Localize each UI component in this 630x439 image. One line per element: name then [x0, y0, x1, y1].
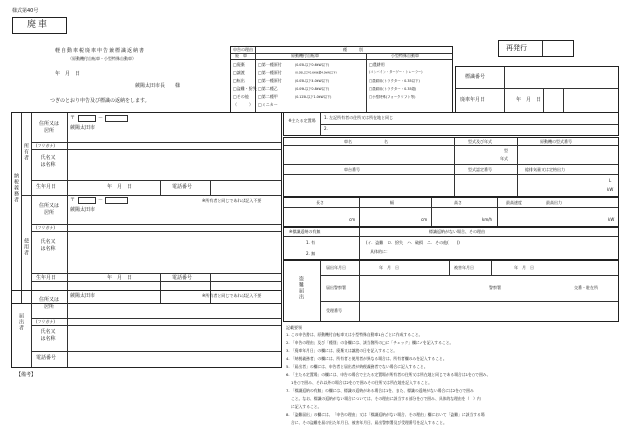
storage-option-2[interactable]: 2. [324, 126, 328, 131]
notifier-block [11, 290, 282, 368]
user-postal-field-1[interactable] [78, 197, 96, 204]
notifier-furigana-label: (フリガナ) [36, 319, 55, 324]
type-agri-3[interactable]: □農耕用(トラクター・0.35超) [369, 86, 417, 91]
user-birth-label: 生年月日 [36, 275, 57, 281]
remarks-field[interactable] [40, 370, 280, 430]
theft-table [283, 260, 619, 322]
intro-text: つぎのとおり申告及び標識の返納をします。 [50, 98, 150, 104]
theft-report-date-label: 届出年月日 [326, 265, 346, 270]
user-postal-field-2[interactable] [105, 197, 128, 204]
owner-furigana-label: (フリガナ) [36, 143, 55, 148]
notifier-name-label: 氏名又は名称 [40, 329, 56, 342]
receipt-number-label: 受理番号 [326, 308, 342, 313]
owner-address-label: 住所又は居所 [38, 121, 59, 134]
police-station-label: 届出警察署 [326, 285, 346, 290]
vehicle-model-suffix: 型 [504, 148, 508, 153]
taxpayer-block: 納税義務者 所有者 使用者 住所又は居所 〒 － 蕨陽太田市 (フリガナ) 氏名又は名称 生年月日 年 月 日 電話番号 住所又は居所 〒 － 蕨陽太田市 ※所有者と同じであれば記入不要 (フリガナ) 氏名又は名称 生年月日 年 月 日 電話番号 [11, 112, 282, 304]
displacement-label: 総排気量又は定格出力 [525, 167, 565, 172]
notes-line: 2. 「申告の理由」及び「種別」の各欄には、該当箇所の□に「チェック」欄に✓を記入すること。 [286, 340, 454, 345]
type-class2-a-note: (0.125L以下1.0kW以下) [295, 94, 332, 99]
notes-section [286, 326, 619, 436]
type-agri-1[interactable]: □農耕用 [369, 62, 385, 67]
notes-line: 1を○で囲み、それ以外の場合は2を○で囲みその住所又は所在地を記入すること。 [286, 380, 432, 385]
plate-return-reasons[interactable]: (イ．盗難 ロ．紛失 ハ．破損 ニ．その他( )) [366, 240, 460, 245]
reason-option-moveout[interactable]: □転出 [233, 78, 245, 83]
disposal-date-label: 廃車年月日 [460, 97, 486, 103]
owner-birth-value[interactable]: 年 月 日 [107, 184, 133, 190]
type-moped-3-note: (0.05L以下4.0kW以下) [295, 78, 330, 83]
length-unit: cm [349, 217, 356, 222]
owner-postal-field-2[interactable] [105, 115, 128, 122]
user-furigana-label: (フリガナ) [36, 225, 55, 230]
user-same-note: ※所有者と同じであれば記入不要 [202, 198, 262, 203]
reason-header: 申告の理由 [233, 47, 253, 52]
width-label: 幅 [390, 200, 394, 205]
theft-report-date-value[interactable]: 年 月 日 [379, 265, 399, 270]
owner-phone-label: 電話番号 [172, 184, 193, 190]
plate-return-detail: 具体的に： [370, 249, 390, 254]
owner-label: 所有者 [23, 143, 29, 161]
reason-option-disposal[interactable]: □廃棄 [233, 62, 245, 67]
user-birth-value[interactable]: 年 月 日 [107, 275, 133, 281]
reason-type-table [230, 46, 453, 113]
notes-line: 8. 「盗難届出」の欄には、「申告の理由」又は「標識返納がない場合、その理由」欄において「盗難」に該当する場 [286, 412, 485, 417]
owner-city: 蕨陽太田市 [70, 125, 96, 131]
owner-postal: 〒 [70, 115, 76, 121]
notifier-phone-label: 電話番号 [36, 355, 57, 361]
user-postal: 〒 [70, 197, 76, 203]
type-agri-2[interactable]: □農耕用(トラクター・0.35以下) [369, 78, 420, 83]
title-box [12, 17, 67, 34]
vehicle-name-label: 車名 [344, 139, 352, 144]
reason-option-transfer[interactable]: □譲渡 [233, 70, 245, 75]
reason-option-other-paren: （ ） [233, 102, 253, 107]
type-moped-2[interactable]: □第一種原付 [258, 70, 282, 75]
notes-line: 4. 「納税義務者」の欄には、所有者と使用者が異なる場合は、所有者欄のみを記入すること。 [286, 356, 447, 361]
type-class2-b[interactable]: □第二種乙 [258, 86, 278, 91]
theft-date-label: 被害年月日 [454, 265, 474, 270]
type-col2-header: 小型特殊自動車 [391, 53, 419, 58]
receipt-number-field[interactable] [360, 302, 618, 321]
police-box-suffix: 交番・駐在所 [574, 285, 598, 290]
plate-return-no[interactable]: 2. 無 [306, 251, 316, 256]
type-moped-1-note: (0.05L以下0.6kW以下) [295, 62, 330, 67]
vehicle-year-suffix: 年式 [500, 156, 508, 161]
storage-table [283, 112, 619, 136]
displacement-unit-l: L [609, 178, 612, 183]
document-subtitle: （原動機付自転車・小型特殊自動車） [68, 56, 136, 61]
user-address-label: 住所又は居所 [38, 203, 59, 216]
speed-unit: km/h [482, 217, 493, 222]
owner-name-label: 氏名又は名称 [40, 155, 56, 168]
notes-title: 記載要領 [286, 325, 302, 330]
vehicle-name-field[interactable] [285, 146, 453, 163]
theft-date-value[interactable]: 年 月 日 [514, 265, 534, 270]
type-moped-3[interactable]: □第一種原付 [258, 78, 282, 83]
storage-option-1[interactable]: 1. 左記所有者の住所又は所在地と同じ [324, 115, 394, 120]
height-label: 高さ [454, 200, 462, 205]
addressee: 蕨陽太田市長 様 [135, 83, 181, 89]
notes-line: 3. 「廃車年月日」の欄には、廃棄又は譲渡の日を記入すること。 [286, 348, 398, 353]
dimensions-table [283, 197, 619, 227]
page-title: 廃車 [27, 20, 50, 30]
max-power-label: 最高出力 [546, 200, 562, 205]
type-col1-header: 原動機付自転車 [291, 53, 319, 58]
notifier-same-note: ※所有者と同じであれば記入不要 [202, 293, 262, 298]
displacement-unit-kw: kW [607, 187, 614, 192]
document-title: 軽自動車税廃車申告兼標識返納書 [55, 48, 146, 54]
plate-number-field[interactable] [505, 68, 617, 87]
notifier-name-field[interactable] [68, 326, 281, 350]
engine-model-label: 原動機の型式番号 [540, 139, 572, 144]
max-speed-label: 最高速度 [506, 200, 522, 205]
reason-option-other[interactable]: □その他 [233, 94, 249, 99]
type-small-special[interactable]: □小型特殊(フォークリフト等) [369, 94, 416, 99]
reissue-box [498, 40, 574, 57]
notes-line: 5. 「届出者」の欄には、申告者と届出者が納税義務者でない場合に記入すること。 [286, 364, 428, 369]
theft-section-label: 盗難届出 [298, 276, 304, 300]
length-label: 長さ [316, 200, 324, 205]
type-header: 種 別 [343, 47, 363, 52]
type-moped-2-note: (0.05L以下0.6kW超4.0kW以下) [295, 70, 337, 75]
storage-label: ※主たる定置場 [288, 118, 316, 123]
type-agri-1-note: (コンバイン・ターゲー・トレーラー) [369, 69, 423, 74]
vehicle-name-value: 名 [384, 139, 388, 144]
vehicle-model-label: 型式及び年式 [468, 139, 492, 144]
plate-return-table [283, 227, 619, 260]
taxpayer-section-label: 納税義務者 [13, 173, 19, 203]
vehicle-table [283, 137, 619, 197]
type-minicar[interactable]: □ミニカー [258, 102, 278, 107]
owner-birth-label: 生年月日 [36, 184, 57, 190]
notes-line: こと。なお、標識の返納がない場合については、その理由に該当する部分を○で囲み、具体的な理由を（ ）内 [286, 396, 481, 401]
plate-return-reason-label: 標識返納がない場合、その理由 [429, 229, 485, 234]
reason-sub: 廃 車 [235, 53, 247, 58]
form-number: 様式第40号 [12, 8, 39, 14]
width-unit: cm [421, 217, 428, 222]
owner-postal-field-1[interactable] [78, 115, 96, 122]
power-unit: kW [608, 217, 615, 222]
notes-line: に記入すること。 [286, 404, 322, 409]
plate-table [455, 66, 619, 113]
notifier-address-label: 住所又は居所 [38, 297, 59, 310]
notes-line: 1. この申告書は、原動機付自転車又は小型特殊自動車1台ごとに作成すること。 [286, 332, 423, 337]
reason-option-theft[interactable]: □盗難・紛失 [233, 86, 257, 91]
notifier-city: 蕨陽太田市 [70, 293, 96, 299]
type-class2-a[interactable]: □第二種甲 [258, 94, 278, 99]
owner-name-field[interactable] [68, 150, 281, 179]
notifier-label: 届出者 [18, 313, 24, 331]
type-moped-1[interactable]: □第一種原付 [258, 62, 282, 67]
notes-line: 7. 「標識返納の有無」の欄には、標識の返納がある場合は1を、また、標識の返納がない場合には2を○で囲み [286, 388, 474, 393]
remarks-label: 【備考】 [16, 372, 37, 378]
notes-line: 合に、その盗難を届け出た年月日、被害年月日、届出警察署及び受理番号を記入すること。 [286, 420, 447, 425]
user-phone-label: 電話番号 [172, 275, 193, 281]
user-name-field[interactable] [68, 232, 281, 272]
disposal-date-value[interactable]: 年 月 日 [516, 97, 542, 103]
user-name-label: 氏名又は名称 [40, 239, 56, 252]
plate-number-label: 標識番号 [465, 74, 486, 80]
chassis-number-label: 車台番号 [344, 167, 360, 172]
plate-return-label: ※標識返納の有無 [289, 229, 321, 234]
notes-line: 6. 「主たる定置場」の欄には、申告の場合で主たる定置場が所有者の住所又は所在地と同じである場合は1を○で囲み、 [286, 372, 491, 377]
type-cert-label: 型式認定番号 [468, 167, 492, 172]
reissue-label: 再発行 [506, 44, 527, 52]
user-city: 蕨陽太田市 [70, 207, 96, 213]
submission-date: 年 月 日 [55, 71, 81, 77]
type-class2-b-note: (0.09L以下0.8kW以下) [295, 86, 330, 91]
police-station-suffix: 警察署 [489, 285, 501, 290]
plate-return-yes[interactable]: 1. 有 [306, 240, 316, 245]
user-label: 使用者 [23, 238, 29, 256]
